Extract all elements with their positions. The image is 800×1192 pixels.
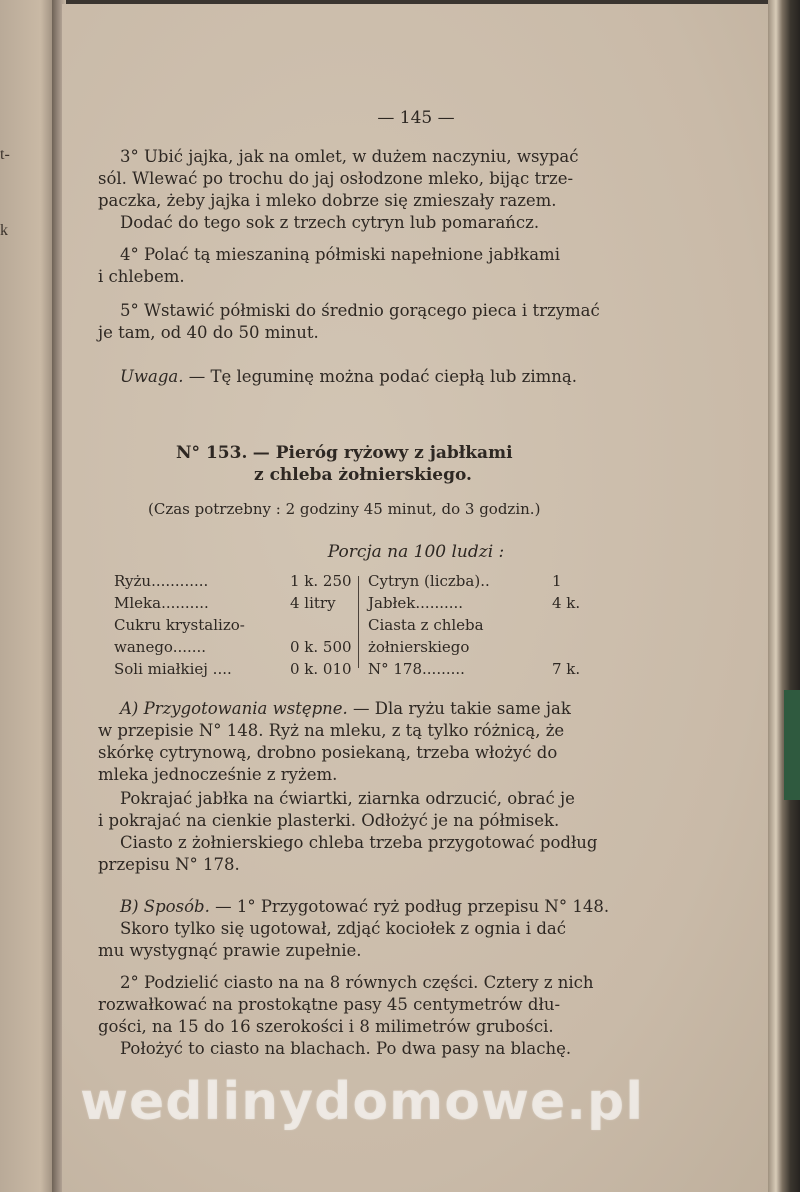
- section-a-line: Ciasto z żołnierskiego chleba trzeba przygotować podług: [120, 833, 598, 852]
- note-text: — Tę leguminę można podać ciepłą lub zimną.: [188, 367, 577, 386]
- left-page: [0, 0, 58, 1192]
- section-a-line: przepisu N° 178.: [98, 855, 240, 874]
- ingredient-name: Cukru krystalizo-: [114, 616, 245, 634]
- section-a-line: w przepisie N° 148. Ryż na mleku, z tą tylko różnicą, że: [98, 721, 565, 740]
- section-b-label: B) Sposób.: [120, 897, 210, 916]
- ingredient-name: Jabłek..........: [368, 594, 464, 612]
- left-margin-text: t-: [0, 146, 10, 163]
- ingredient-qty: 4 k.: [552, 594, 581, 612]
- section-b-line: mu wystygnąć prawie zupełnie.: [98, 941, 362, 960]
- step2-line: rozwałkować na prostokątne pasy 45 centymetrów dłu-: [98, 995, 561, 1014]
- ingredients-left-names: [114, 570, 274, 680]
- recipe-title-line-2: z chleba żołnierskiego.: [254, 465, 472, 485]
- recipe-number: N° 153.: [176, 443, 248, 463]
- ingredients-left-qty: [290, 570, 360, 680]
- ingredient-name: Ryżu............: [114, 572, 209, 590]
- section-a-line: [120, 698, 571, 720]
- section-a-text: — Dla ryżu takie same jak: [353, 699, 571, 718]
- ingredient-name: wanego.......: [114, 638, 207, 656]
- step3-line: Dodać do tego sok z trzech cytryn lub pomarańcz.: [120, 213, 540, 232]
- section-a-line: i pokrajać na cienkie plasterki. Odłożyć je na półmisek.: [98, 811, 560, 830]
- step2-line: 2° Podzielić ciasto na na 8 równych części. Cztery z nich: [120, 973, 594, 992]
- ingredient-qty: 0 k. 010: [290, 660, 352, 678]
- recipe-title-line-1: [176, 442, 513, 464]
- ingredient-qty: [290, 614, 360, 636]
- section-b-line: [120, 896, 609, 918]
- step5-line: je tam, od 40 do 50 minut.: [98, 323, 319, 342]
- note: [120, 366, 577, 388]
- page-edge: [768, 0, 800, 1192]
- section-a-line: mleka jednocześnie z ryżem.: [98, 765, 338, 784]
- bookmark-tab: [784, 690, 800, 800]
- table-divider: [358, 576, 359, 668]
- book-page: [62, 4, 770, 1192]
- ingredient-qty: 0 k. 500: [290, 638, 352, 656]
- step5-line: 5° Wstawić półmiski do średnio gorącego pieca i trzymać: [120, 301, 600, 320]
- step3-line: sól. Wlewać po trochu do jaj osłodzone mleko, bijąc trze-: [98, 169, 574, 188]
- page-number: — 145 —: [377, 108, 455, 128]
- section-b-text: — 1° Przygotować ryż podług przepisu N° 148.: [215, 897, 610, 916]
- ingredient-name: Cytryn (liczba)..: [368, 572, 490, 590]
- section-a-line: Pokrajać jabłka na ćwiartki, ziarnka odrzucić, obrać je: [120, 789, 575, 808]
- ingredient-qty: 7 k.: [552, 660, 581, 678]
- ingredient-name: Ciasta z chleba: [368, 616, 484, 634]
- ingredients-right-names: [368, 570, 538, 680]
- step3-line: paczka, żeby jajka i mleko dobrze się zmieszały razem.: [98, 191, 557, 210]
- ingredient-qty: 4 litry: [290, 594, 336, 612]
- ingredient-qty: [552, 614, 612, 636]
- time-needed: (Czas potrzebny : 2 godziny 45 minut, do 3 godzin.): [148, 500, 541, 518]
- section-b-line: Skoro tylko się ugotował, zdjąć kociołek z ognia i dać: [120, 919, 566, 938]
- watermark: wedlinydomowe.pl: [80, 1072, 645, 1132]
- section-a-label: A) Przygotowania wstępne.: [120, 699, 348, 718]
- left-margin-text: k: [0, 222, 8, 239]
- ingredient-name: żołnierskiego: [368, 638, 470, 656]
- note-label: Uwaga.: [120, 367, 184, 386]
- ingredients-right-qty: [552, 570, 612, 680]
- step4-line: 4° Polać tą mieszaniną półmiski napełnione jabłkami: [120, 245, 560, 264]
- step3-line: 3° Ubić jajka, jak na omlet, w dużem naczyniu, wsypać: [120, 147, 579, 166]
- step2-line: Położyć to ciasto na blachach. Po dwa pasy na blachę.: [120, 1039, 572, 1058]
- ingredient-name: Mleka..........: [114, 594, 209, 612]
- step4-line: i chlebem.: [98, 267, 185, 286]
- recipe-title: — Pieróg ryżowy z jabłkami: [252, 443, 513, 463]
- ingredient-qty: 1: [552, 572, 562, 590]
- section-a-line: skórkę cytrynową, drobno posiekaną, trzeba włożyć do: [98, 743, 558, 762]
- portion-heading: Porcja na 100 ludzi :: [327, 542, 505, 562]
- ingredient-qty: [552, 636, 612, 658]
- ingredient-qty: 1 k. 250: [290, 572, 352, 590]
- ingredient-name: N° 178.........: [368, 660, 465, 678]
- ingredient-name: Soli miałkiej ....: [114, 660, 232, 678]
- step2-line: gości, na 15 do 16 szerokości i 8 milimetrów grubości.: [98, 1017, 554, 1036]
